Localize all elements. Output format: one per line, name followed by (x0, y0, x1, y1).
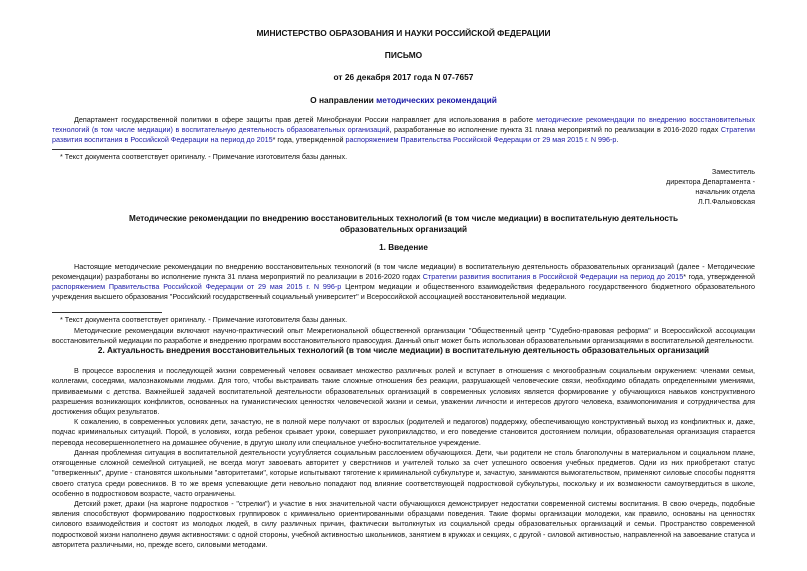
letter-date: от 26 декабря 2017 года N 07-7657 (333, 72, 474, 83)
section-1-paragraph-2: Методические рекомендации включают научно-практический опыт Межрегиональной общественной организации "Общественный центр "Судебно-правовая реформа" и Всероссийской ассоциации восстановительной медиации по разработке и внедрению программ восстановительного правосудия. Данный опыт может быть использован образовательными организациями в воспитательной деятельности. (52, 325, 755, 345)
s1-text-a: Настоящие методические рекомендации по внедрению восстановительных технологий (в том числе медиации) в воспитательную деятельность образовательных организаций (далее - Методические рекомендации) разработаны во исполнение пункта 31 плана мероприятий по реализации в 2016-2020 годах (52, 261, 755, 281)
letter-subject (52, 95, 755, 105)
intro-text-c: * года, утвержденной (272, 135, 346, 145)
section-2-paragraph-2: К сожалению, в современных условиях дети, зачастую, не в полной мере получают от взрослых (родителей и педагогов) поддержку, обеспечивающую конструктивный выход из конфликтных и, даже, подчас криминальных ситуаций. Порой, в условиях, когда ребенок срывает уроки, совершает рукоприкладство, и его поведение становится достоянием полиции, образовательная организация старается перевода несовершеннолетнего на домашнее обучение, в другую школу или специальное учебно-воспитательное учреждение. (52, 417, 755, 447)
section-1-heading: 1. Введение (379, 243, 428, 253)
subject-prefix: О направлении (310, 94, 377, 105)
subject-link[interactable]: методических рекомендаций (376, 94, 497, 105)
intro-text-a: Департамент государственной политики в сфере защиты прав детей Минобрнауки России направляет для использования в работе (74, 114, 537, 124)
signature-line-3: начальник отдела (695, 187, 755, 197)
footnote-divider (52, 149, 162, 150)
s1-text-c: Центром медиации и общественного взаимодействия федерального государственного бюджетного образовательного учреждения высшего образования "Российский государственный социальный университет" и Всероссийской ассоциацией восстановительной медиации. (52, 282, 755, 302)
section-2-heading: 2. Актуальность внедрения восстановительных технологий (в том числе медиации) в воспитательную деятельность образовательных организаций (97, 346, 710, 356)
signature-block (52, 167, 755, 208)
government-order-link[interactable]: распоряжением Правительства Российской Федерации от 29 мая 2015 г. N 996-р (345, 135, 617, 145)
signature-line-2: директора Департамента - (666, 176, 755, 186)
footnote: * Текст документа соответствует оригиналу. - Примечание изготовителя базы данных. (60, 152, 348, 162)
intro-text-d: . (616, 135, 619, 145)
intro-paragraph (52, 115, 755, 146)
section-2-paragraph-4: Детский рэкет, драки (на жаргоне подростков - "стрелки") и участие в них значительной части обучающихся демонстрирует недостатки современной системы воспитания. В свою очередь, подобные явления способствуют формированию подростковых группировок с криминально ориентированными образцами поведения. Такие формы организации молодежи, как правило, основаны на ценностях силового взаимодействия и состоят из молодых людей, в силу различных причин, фактически вытолкнутых из социальной среды образовательных организаций и семьи. Пространство современной подростковой жизни наполнено двумя активностями: с одной стороны, учебной активностью школьников, занятием в кружках и секциях, с другой - силовой активностью, направленной на завоевание статуса и авторитета различными, но, прежде всего, силовыми методами. (52, 498, 755, 549)
section-2-paragraph-3: Данная проблемная ситуация в воспитательной деятельности усугубляется социальным расслоением обучающихся. Дети, чьи родители не столь благополучны в материальном и социальном плане, отягощенные сложной семейной ситуацией, не всегда могут завоевать авторитет у сверстников и учителей только за счет успешного освоения учебных предметов. Одни из них приобретают статус "отверженных", другие - становятся школьными "авторитетами", которые испытывают тяготение к криминальной субкультуре и, зачастую, занимаются вымогательством, применяют силовые способы подняття своего статуса среди ровесников. В то же время успевающие дети невольно попадают под влияние соответствующей подростковой субкультуры, поскольку и их возможности самоутвердиться в школе, особенно в подростковом возрасте, часто ограничены. (52, 447, 755, 498)
s1-strategy-link[interactable]: Стратегии развития воспитания в Российской Федерации на период до 2015 (422, 271, 684, 281)
section-1-paragraph-1 (52, 262, 755, 303)
s1-text-b: * года, утвержденной (683, 271, 755, 281)
letter-heading: ПИСЬМО (384, 50, 423, 61)
signature-line-1: Заместитель (711, 166, 755, 176)
ministry-heading: МИНИСТЕРСТВО ОБРАЗОВАНИЯ И НАУКИ РОССИЙСКОЙ ФЕДЕРАЦИИ (256, 28, 551, 38)
footnote-divider (52, 312, 162, 313)
recommendations-link[interactable]: методические рекомендации по внедрению восстановительных технологий (в том числе медиации) в воспитательную деятельность образовательных организаций (52, 114, 755, 135)
intro-text-b: , разработанные во исполнение пункта 31 плана мероприятий по реализации в 2016-2020 годах (389, 125, 721, 135)
signature-name: Л.П.Фальковская (697, 197, 755, 207)
section-2-paragraph-1: В процессе взросления и последующей жизни современный человек осваивает множество различных ролей и вступает в отношения с многообразным социальным окружением: членами семьи, коллегами, соседями, малознакомыми людьми. Для того, чтобы выстраивать такие сложные отношения без реакции, разрушающей человеческие связи, необходимо обладать определенными умениями, прививаемыми с детства. Важнейшей задачей воспитательной деятельности образовательных организаций в современных условиях является формирование у обучающихся навыков конструктивного разрешения возникающих конфликтов, основанных на гуманистических ценностях человеческой жизни и семьи, уважении личности и интересов другого человека, взаимопонимания и сотрудничества для достижения общих результатов. (52, 366, 755, 417)
footnote: * Текст документа соответствует оригиналу. - Примечание изготовителя базы данных. (60, 315, 348, 325)
recommendations-title: Методические рекомендации по внедрению восстановительных технологий (в том числе медиации) в воспитательную деятельность образовательных организаций (129, 214, 678, 235)
s1-government-order-link[interactable]: распоряжением Правительства Российской Федерации от 29 мая 2015 г. N 996-р (52, 282, 342, 292)
strategy-link[interactable]: Стратегии развития воспитания в Российской Федерации на период до 2015 (52, 125, 756, 145)
